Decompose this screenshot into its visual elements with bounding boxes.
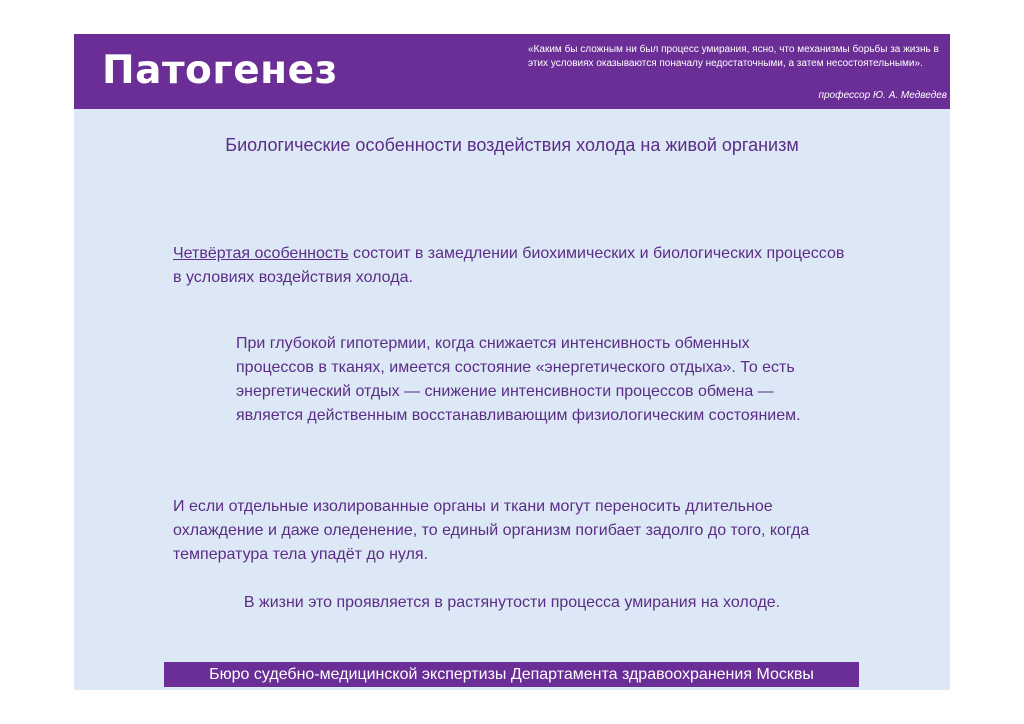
- footer-banner: Бюро судебно-медицинской экспертизы Департамента здравоохранения Москвы: [164, 662, 859, 687]
- epigraph-quote: «Каким бы сложным ни был процесс умирания, ясно, что механизмы борьбы за жизнь в этих условиях оказываются поначалу недостаточными, а затем несостоятельными».: [528, 44, 939, 69]
- fourth-feature-text: состоит в замедлении биохимических и биологических процессов в условиях воздействия холода.: [173, 245, 845, 286]
- paragraph-fourth-feature: [173, 242, 853, 290]
- quote-author: профессор Ю. А. Медведев: [818, 90, 947, 101]
- slide: [74, 34, 950, 690]
- header-banner: [74, 34, 950, 109]
- paragraph-organs: И если отдельные изолированные органы и ткани могут переносить длительное охлаждение и даже оледенение, то единый организм погибает задолго до того, когда температура тела упадёт до нуля.: [173, 498, 810, 563]
- fourth-feature-term: Четвёртая особенность: [173, 245, 349, 262]
- paragraph-conclusion: В жизни это проявляется в растянутости процесса умирания на холоде.: [243, 594, 781, 611]
- paragraph-hypothermia: При глубокой гипотермии, когда снижается интенсивность обменных процессов в тканях, имеется состояние «энергетического отдыха». То есть энергетический отдых — снижение интенсивности процессов обмена — является действенным восстанавливающим физиологическим состоянием.: [236, 335, 801, 424]
- page-title: Патогенез: [102, 48, 338, 93]
- slide-subtitle: Биологические особенности воздействия холода на живой организм: [225, 135, 799, 155]
